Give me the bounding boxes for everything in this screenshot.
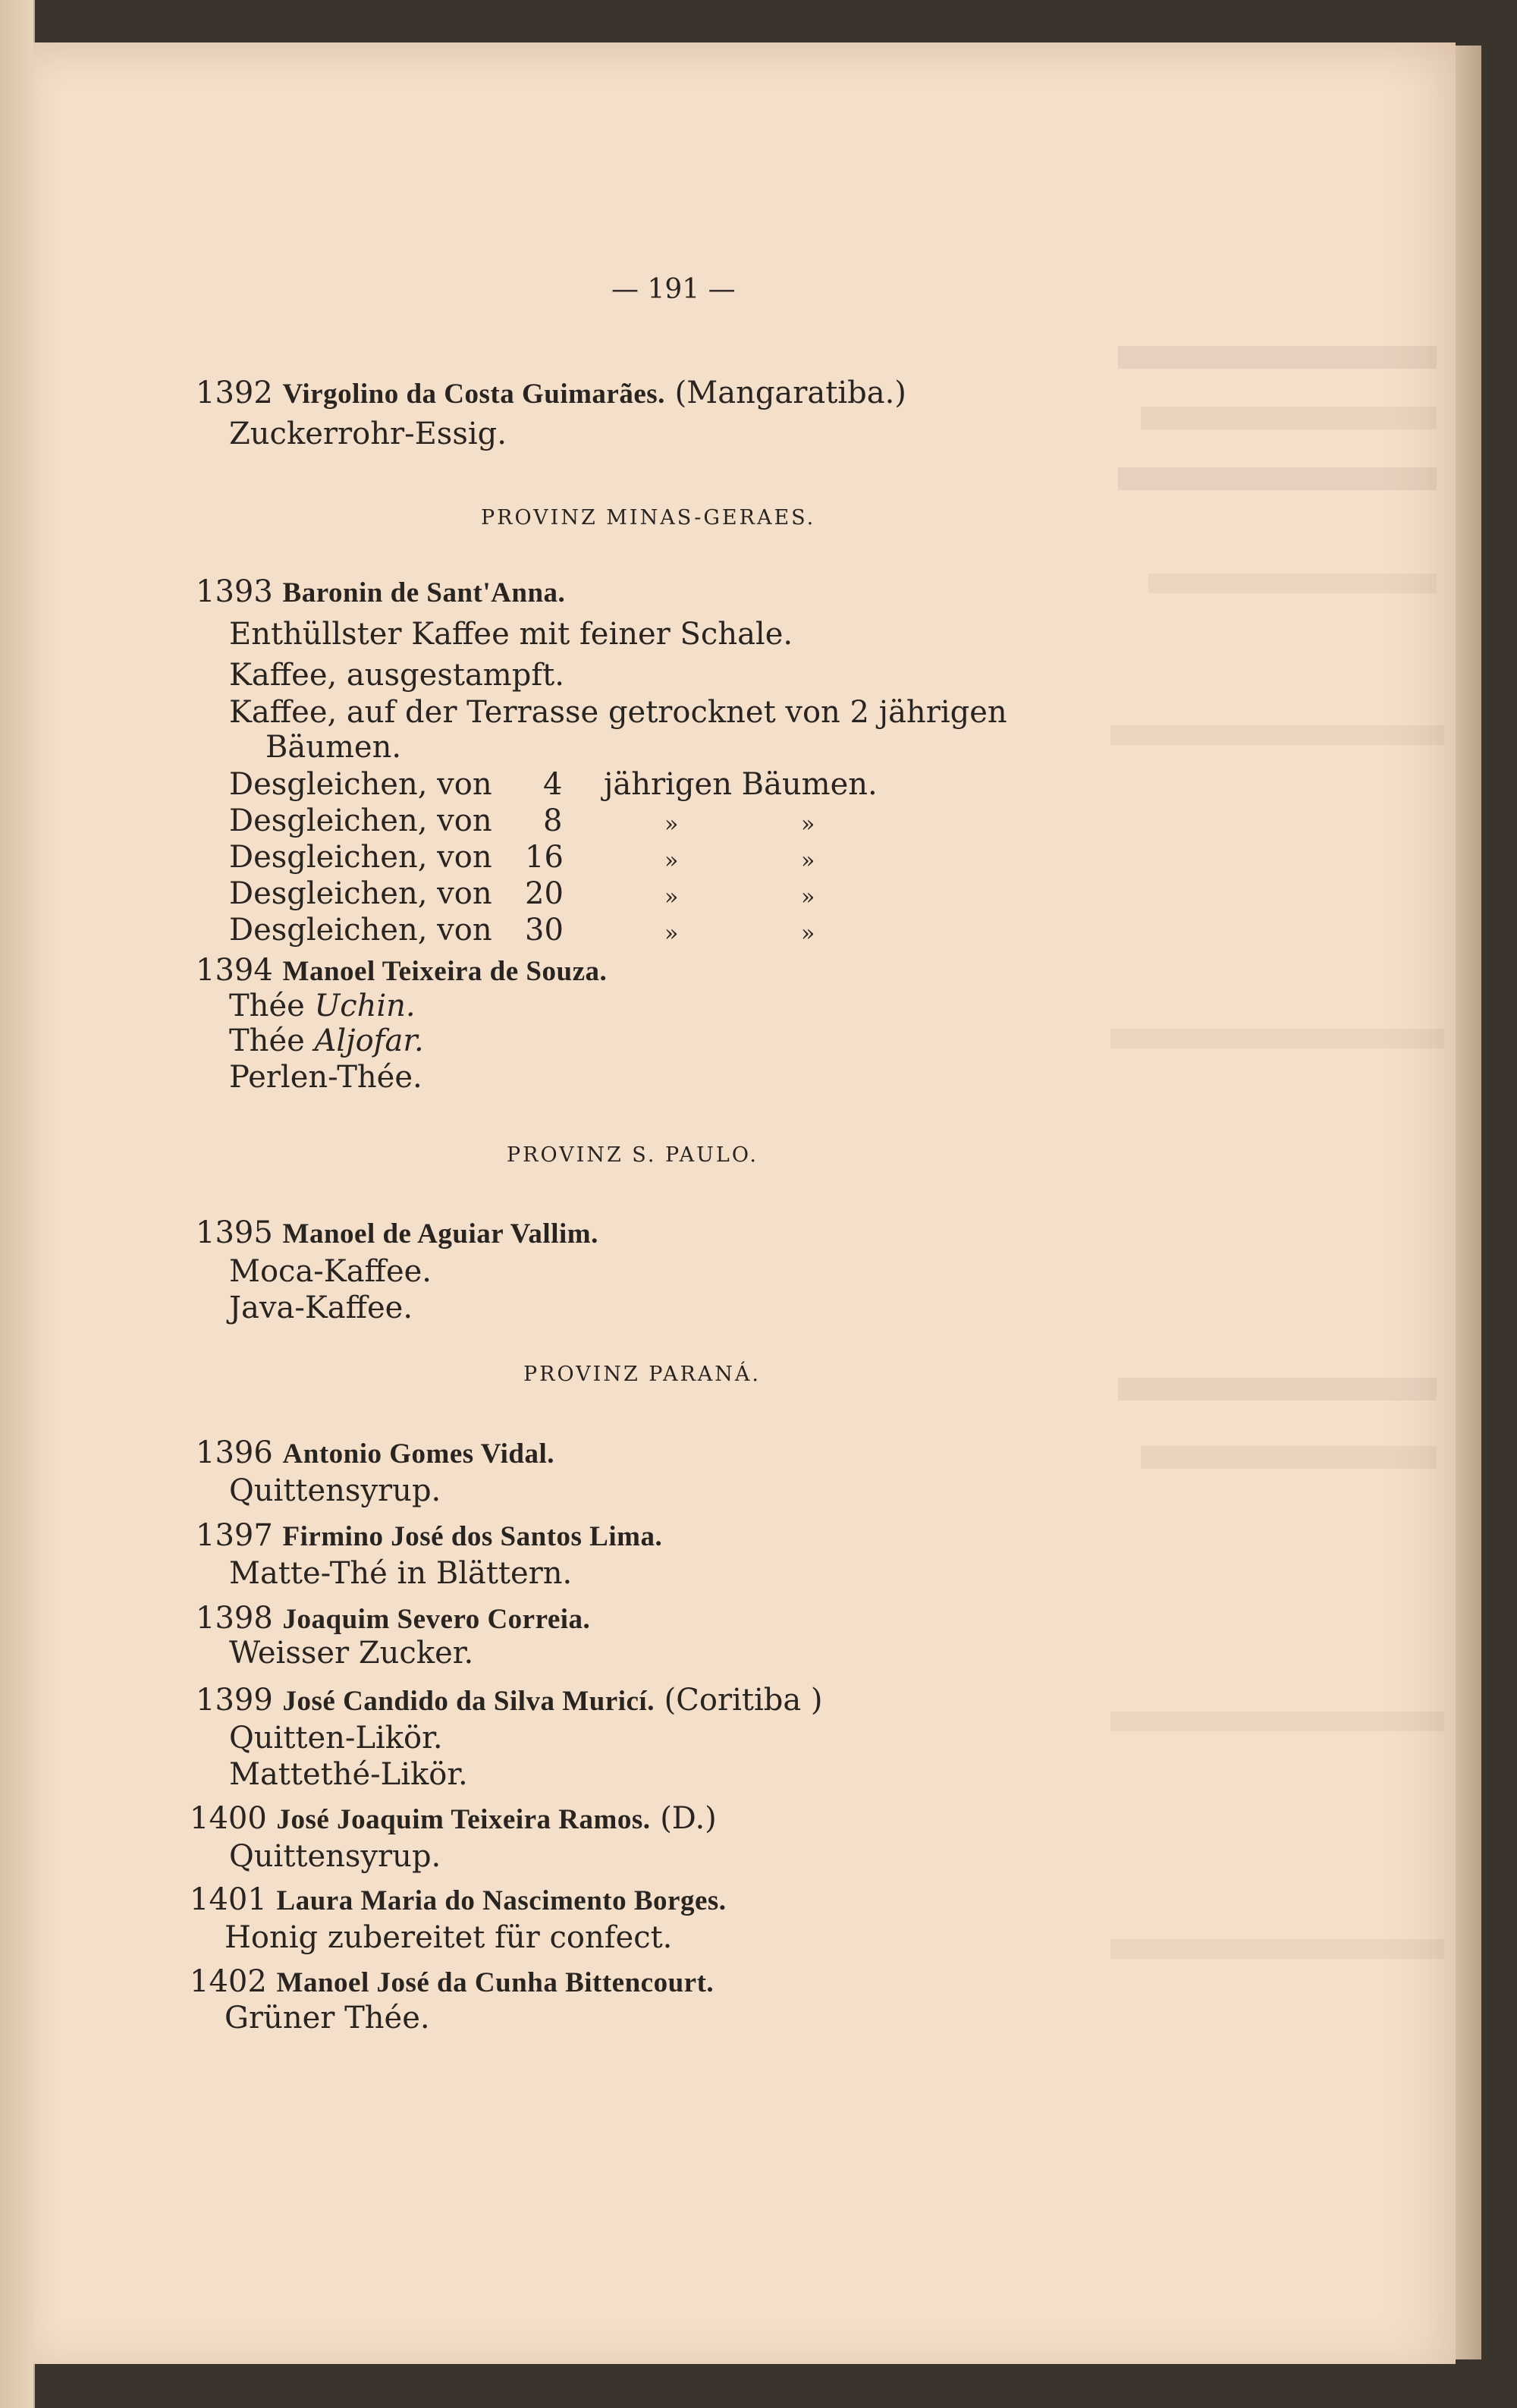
exhibitor-name: Firmino José dos Santos Lima. <box>282 1521 663 1552</box>
entry-number: 1395 <box>196 1215 273 1250</box>
ditto-mark: » <box>801 920 815 947</box>
tree-age: 8 <box>543 803 563 838</box>
entry-item: Kaffee, auf der Terrasse getrocknet von 2 jährigen <box>229 695 1007 730</box>
entry-item: Honig zubereitet für confect. <box>225 1920 673 1955</box>
entry-item: Kaffee, ausgestampft. <box>229 658 564 693</box>
desgleichen-label: Desgleichen, von <box>229 876 492 911</box>
entry-item: Quittensyrup. <box>229 1473 441 1508</box>
entry-number: 1393 <box>196 574 273 609</box>
entry-number: 1400 <box>190 1801 267 1836</box>
row-remainder: jährigen Bäumen. <box>604 767 878 802</box>
exhibitor-name: Virgolino da Costa Guimarães. <box>282 379 665 410</box>
section-heading-minas-geraes: PROVINZ MINAS-GERAES. <box>481 506 816 530</box>
section-heading-s-paulo: PROVINZ S. PAULO. <box>507 1143 758 1167</box>
entry-header <box>190 1964 714 2001</box>
entry-item <box>229 989 416 1023</box>
item-variety: Uchin. <box>314 989 416 1023</box>
entry-number: 1402 <box>190 1964 267 1999</box>
entry-item: Mattethé-Likör. <box>229 1757 468 1792</box>
entry-number: 1396 <box>196 1435 273 1470</box>
ditto-mark: » <box>664 884 679 910</box>
desgleichen-label: Desgleichen, von <box>229 767 492 802</box>
entry-item: Matte-Thé in Blättern. <box>229 1556 573 1591</box>
exhibitor-name: Manoel de Aguiar Vallim. <box>282 1218 598 1250</box>
desgleichen-label: Desgleichen, von <box>229 840 492 875</box>
entry-item <box>229 1023 424 1058</box>
page-number: — 191 — <box>611 274 736 305</box>
entry-item: Zuckerrohr-Essig. <box>229 417 507 451</box>
entry-item: Perlen-Thée. <box>229 1060 422 1095</box>
exhibitor-name: Laura Maria do Nascimento Borges. <box>276 1885 727 1916</box>
exhibitor-name: José Joaquim Teixeira Ramos. <box>276 1804 651 1835</box>
ditto-mark: » <box>664 811 679 838</box>
entry-header <box>196 1518 662 1555</box>
desgleichen-label: Desgleichen, von <box>229 803 492 838</box>
entry-header <box>196 574 565 611</box>
entry-header <box>196 376 906 412</box>
entry-header <box>196 1683 823 1719</box>
entry-number: 1394 <box>196 953 273 988</box>
ditto-mark: » <box>664 920 679 947</box>
entry-header <box>196 1601 590 1637</box>
book-page <box>33 42 1456 2364</box>
location-note: (D.) <box>660 1801 717 1836</box>
exhibitor-name: Manoel José da Cunha Bittencourt. <box>276 1967 715 1998</box>
tree-age: 4 <box>543 767 563 802</box>
entry-number: 1397 <box>196 1518 273 1553</box>
previous-page-edge <box>0 0 35 2408</box>
ditto-mark: » <box>664 847 679 874</box>
entry-item: Enthüllster Kaffee mit feiner Schale. <box>229 617 793 652</box>
entry-header <box>190 1882 727 1919</box>
entry-item-continuation: Bäumen. <box>265 730 402 765</box>
exhibitor-name: José Candido da Silva Muricí. <box>282 1686 655 1717</box>
exhibitor-name: Manoel Teixeira de Souza. <box>282 956 608 987</box>
ditto-mark: » <box>801 811 815 838</box>
desgleichen-label: Desgleichen, von <box>229 913 492 948</box>
entry-header <box>196 953 607 989</box>
entry-item: Weisser Zucker. <box>229 1636 474 1671</box>
location-note: (Coritiba ) <box>664 1683 823 1718</box>
ditto-mark: » <box>801 847 815 874</box>
item-text: Thée <box>229 1023 315 1058</box>
entry-item: Quittensyrup. <box>229 1839 441 1874</box>
tree-age: 30 <box>525 913 564 948</box>
location-note: (Mangaratiba.) <box>674 376 906 410</box>
item-variety: Aljofar. <box>314 1023 424 1058</box>
entry-item: Quitten-Likör. <box>229 1721 443 1756</box>
entry-number: 1398 <box>196 1601 273 1636</box>
entry-item: Moca-Kaffee. <box>229 1254 432 1289</box>
entry-item: Java-Kaffee. <box>229 1290 413 1325</box>
item-text: Thée <box>229 989 315 1023</box>
ditto-mark: » <box>801 884 815 910</box>
exhibitor-name: Joaquim Severo Correia. <box>282 1604 591 1635</box>
section-heading-parana: PROVINZ PARANÁ. <box>523 1363 762 1386</box>
entry-header <box>196 1215 598 1252</box>
entry-number: 1392 <box>196 376 273 410</box>
page-stack-edge <box>1456 46 1481 2359</box>
entry-header <box>196 1435 554 1472</box>
tree-age: 20 <box>525 876 564 911</box>
tree-age: 16 <box>525 840 564 875</box>
exhibitor-name: Baronin de Sant'Anna. <box>282 577 566 608</box>
exhibitor-name: Antonio Gomes Vidal. <box>282 1438 554 1470</box>
entry-item: Grüner Thée. <box>225 2001 430 2035</box>
entry-header <box>190 1801 717 1837</box>
entry-number: 1399 <box>196 1683 273 1718</box>
entry-number: 1401 <box>190 1882 267 1917</box>
